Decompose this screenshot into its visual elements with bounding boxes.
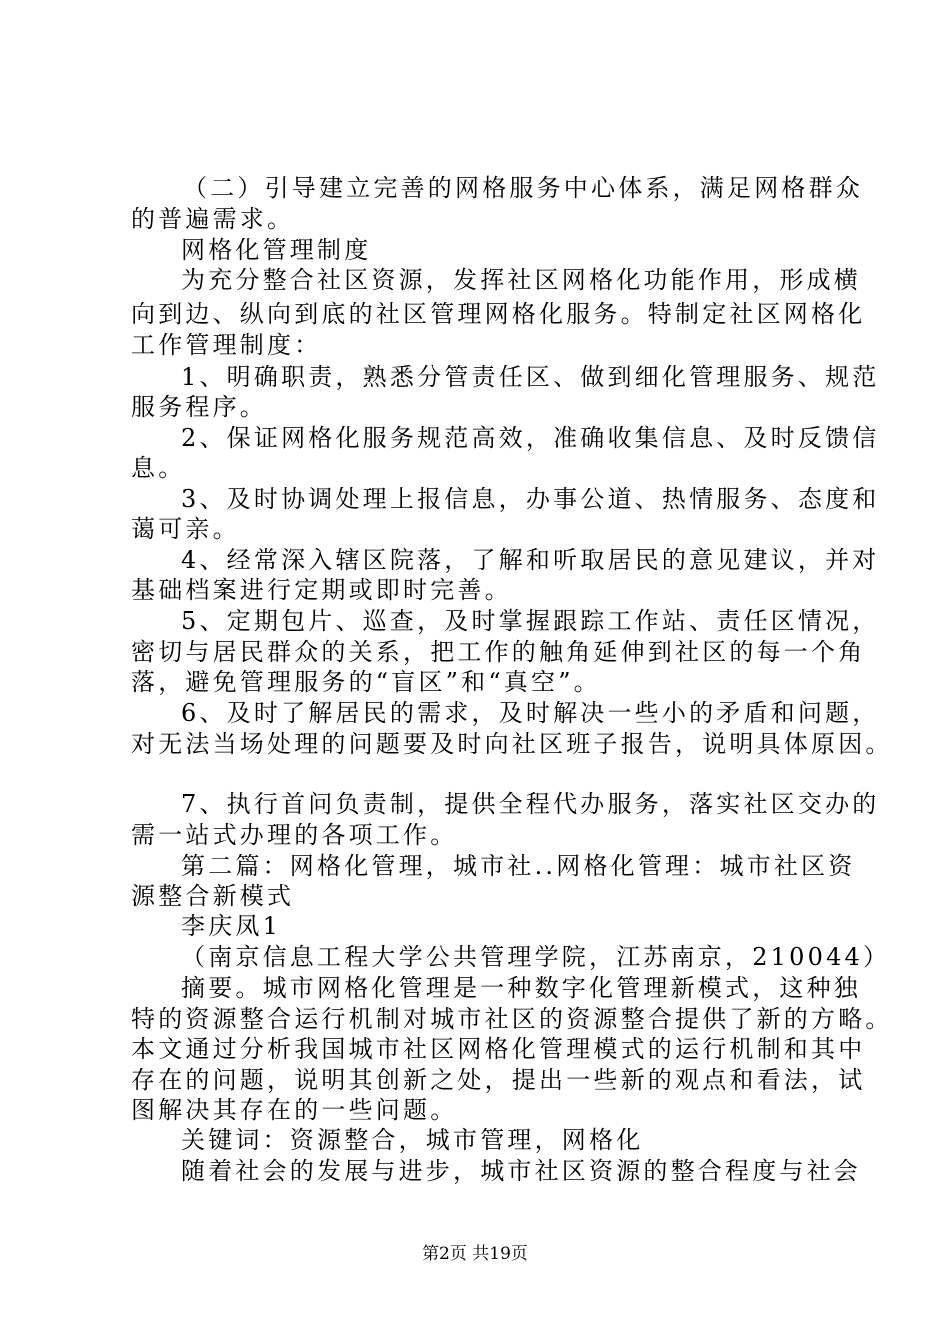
author-affiliation: （南京信息工程大学公共管理学院，江苏南京，210044） (181, 943, 891, 971)
abstract-line: 存在的问题，说明其创新之处，提出一些新的观点和看法，试 (131, 1066, 866, 1094)
list-item-4: 4、经常深入辖区院落，了解和听取居民的意见建议，并对 (181, 546, 880, 574)
text-line: 向到边、纵向到底的社区管理网格化服务。特制定社区网格化 (131, 300, 866, 328)
text-line: 密切与居民群众的关系，把工作的触角延伸到社区的每一个角 (131, 638, 866, 666)
abstract-line: 本文通过分析我国城市社区网格化管理模式的运行机制和其中 (131, 1035, 866, 1063)
list-item-6: 6、及时了解居民的需求，及时解决一些小的矛盾和问题， (181, 699, 880, 727)
text-line: 需一站式办理的各项工作。 (131, 821, 458, 849)
text-line: 为充分整合社区资源，发挥社区网格化功能作用，形成横 (181, 266, 861, 294)
article-title: 第二篇：网格化管理，城市社..网格化管理：城市社区资 (181, 852, 856, 880)
list-item-5: 5、定期包片、巡查，及时掌握跟踪工作站、责任区情况， (181, 607, 880, 635)
abstract-line: 图解决其存在的一些问题。 (131, 1096, 458, 1124)
section-heading: 网格化管理制度 (181, 236, 372, 264)
list-item-1: 1、明确职责，熟悉分管责任区、做到细化管理服务、规范 (181, 363, 880, 391)
text-line: 蔼可亲。 (131, 515, 240, 543)
keywords-line: 关键词：资源整合，城市管理，网格化 (181, 1126, 644, 1154)
text-line: 息。 (131, 454, 186, 482)
abstract-line: 特的资源整合运行机制对城市社区的资源整合提供了新的方略。 (131, 1005, 893, 1033)
article-title: 源整合新模式 (131, 882, 295, 910)
text-line: 随着社会的发展与进步，城市社区资源的整合程度与社会 (181, 1157, 861, 1185)
text-line: 落，避免管理服务的“盲区”和“真空”。 (131, 668, 601, 696)
list-item-7: 7、执行首问负责制，提供全程代办服务，落实社区交办的 (181, 790, 880, 818)
text-line: 的普遍需求。 (131, 205, 295, 233)
text-line: 基础档案进行定期或即时完善。 (131, 576, 512, 604)
author-name: 李庆凤1 (181, 912, 282, 940)
text-line: （二）引导建立完善的网格服务中心体系，满足网格群众 (183, 174, 863, 202)
list-item-3: 3、及时协调处理上报信息，办事公道、热情服务、态度和 (181, 485, 880, 513)
text-line: 工作管理制度： (131, 331, 322, 359)
abstract-line: 摘要。城市网格化管理是一种数字化管理新模式，这种独 (181, 974, 861, 1002)
page-number-footer: 第2页 共19页 (422, 1244, 528, 1264)
text-line: 服务程序。 (131, 393, 267, 421)
list-item-2: 2、保证网格化服务规范高效，准确收集信息、及时反馈信 (181, 424, 880, 452)
text-line: 对无法当场处理的问题要及时向社区班子报告，说明具体原因。 (131, 730, 893, 758)
